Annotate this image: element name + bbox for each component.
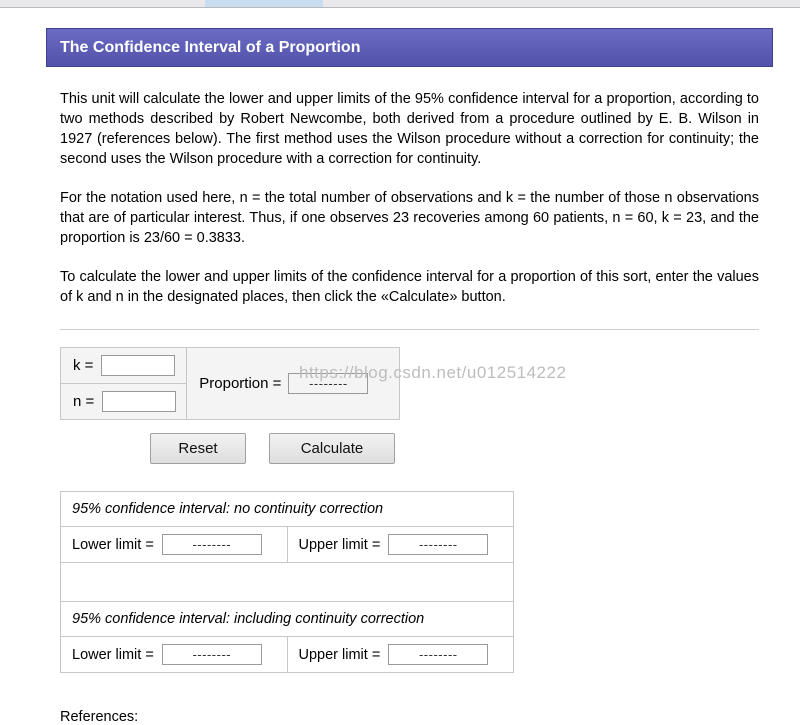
upper-limit-output-with-correction (388, 644, 488, 665)
intro-paragraph-2: For the notation used here, n = the total number of observations and k = the number of those n observations that are of particular interest. Thus, if one observes 23 recoveries among 60 patients, n = 60, k = 23, and the proportion is 23/60 = 0.3833. (60, 190, 759, 246)
references-label: References: (60, 709, 139, 725)
browser-tab-inactive-left[interactable] (0, 0, 205, 8)
results-table (60, 491, 514, 673)
n-input-row (61, 384, 186, 419)
k-label: k = (73, 357, 94, 374)
watermark-text: https://blog.csdn.net/u012514222 (299, 363, 567, 382)
n-label: n = (73, 393, 95, 410)
k-input[interactable] (101, 355, 175, 376)
proportion-row (187, 348, 399, 419)
proportion-label: Proportion = (199, 375, 282, 392)
divider (60, 329, 759, 330)
n-input[interactable] (102, 391, 176, 412)
intro-paragraph-3: To calculate the lower and upper limits of the confidence interval for a proportion of this sort, enter the values of k and n in the designated places, then click the «Calculate» button. (60, 269, 759, 305)
lower-limit-label-no-correction: Lower limit = (72, 536, 154, 553)
kn-input-column (61, 348, 187, 419)
browser-chrome-strip (0, 0, 800, 8)
results-spacer-row (61, 563, 513, 602)
reset-button[interactable]: Reset (150, 433, 246, 464)
upper-limit-cell-no-correction (288, 527, 514, 562)
browser-tab-inactive-right[interactable] (323, 0, 800, 8)
results-heading-with-correction: 95% confidence interval: including continuity correction (61, 602, 513, 637)
results-heading-no-correction: 95% confidence interval: no continuity correction (61, 492, 513, 527)
upper-limit-label-with-correction: Upper limit = (298, 646, 381, 663)
results-row-no-correction (61, 527, 513, 563)
lower-limit-output-no-correction (162, 534, 262, 555)
button-row (150, 433, 773, 464)
content-container (46, 28, 773, 725)
lower-limit-cell-no-correction (61, 527, 288, 562)
browser-tab-active[interactable] (205, 0, 323, 8)
intro-paragraph-1: This unit will calculate the lower and upper limits of the 95% confidence interval for a proportion, according to two methods described by Robert Newcombe, both derived from a procedure outlined by E. B. Wilson in 1927 (references below). The first method uses the Wilson procedure without a correction for continuity; the second uses the Wilson procedure with a correction for continuity. (60, 91, 759, 167)
input-panel (60, 347, 400, 420)
calculate-button[interactable]: Calculate (269, 433, 395, 464)
lower-limit-cell-with-correction (61, 637, 288, 672)
page-title: The Confidence Interval of a Proportion (46, 28, 773, 67)
upper-limit-output-no-correction (388, 534, 488, 555)
proportion-output (288, 373, 368, 394)
results-row-with-correction (61, 637, 513, 673)
lower-limit-label-with-correction: Lower limit = (72, 646, 154, 663)
k-input-row (61, 348, 186, 384)
upper-limit-cell-with-correction (288, 637, 514, 672)
lower-limit-output-with-correction (162, 644, 262, 665)
upper-limit-label-no-correction: Upper limit = (298, 536, 381, 553)
page-body (0, 8, 800, 723)
